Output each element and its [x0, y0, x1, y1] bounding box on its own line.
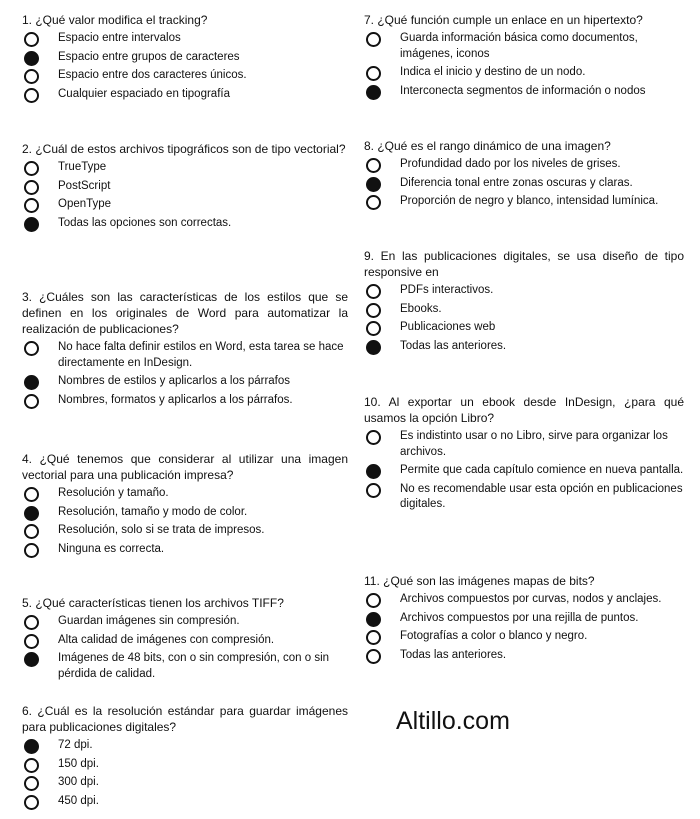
- answer-option[interactable]: [22, 542, 348, 558]
- answer-option[interactable]: [22, 340, 348, 371]
- radio-empty-icon[interactable]: [24, 524, 39, 539]
- radio-filled-icon[interactable]: [366, 612, 381, 627]
- question-text: 4. ¿Qué tenemos que considerar al utilizar una imagen vectorial para una publicación impresa?: [22, 452, 348, 482]
- option-label: Archivos compuestos por curvas, nodos y anclajes.: [400, 593, 662, 605]
- radio-empty-icon[interactable]: [366, 483, 381, 498]
- option-label: OpenType: [58, 198, 112, 210]
- question-text: 2. ¿Cuál de estos archivos tipográficos son de tipo vectorial?: [22, 142, 346, 156]
- radio-empty-icon[interactable]: [24, 180, 39, 195]
- watermark-text: Altillo.com: [396, 707, 510, 735]
- option-label: Espacio entre dos caracteres únicos.: [58, 69, 247, 81]
- question-1: [22, 12, 348, 105]
- question-7: [364, 12, 684, 102]
- radio-empty-icon[interactable]: [24, 341, 39, 356]
- question-text: 10. Al exportar un ebook desde InDesign, ¿para qué usamos la opción Libro?: [364, 395, 684, 425]
- radio-empty-icon[interactable]: [24, 394, 39, 409]
- option-label: Todas las anteriores.: [400, 339, 507, 352]
- radio-filled-icon[interactable]: [24, 652, 39, 667]
- radio-filled-icon[interactable]: [24, 506, 39, 521]
- answer-option[interactable]: [22, 393, 348, 409]
- answer-option[interactable]: [22, 87, 348, 103]
- radio-empty-icon[interactable]: [366, 430, 381, 445]
- answer-option[interactable]: [364, 482, 684, 513]
- answer-option[interactable]: [364, 157, 684, 173]
- option-label: Todas las opciones son correctas.: [58, 216, 232, 229]
- radio-empty-icon[interactable]: [366, 158, 381, 173]
- radio-empty-icon[interactable]: [366, 284, 381, 299]
- radio-filled-icon[interactable]: [24, 739, 39, 754]
- question-text: 3. ¿Cuáles son las características de los estilos que se definen en los originales de Word para automatizar la realización de publicaciones?: [22, 290, 348, 336]
- question-10: [364, 394, 684, 516]
- answer-option[interactable]: [22, 374, 348, 390]
- answer-option[interactable]: [22, 523, 348, 539]
- answer-option[interactable]: [22, 197, 348, 213]
- question-2: [22, 141, 348, 234]
- answer-option[interactable]: [22, 794, 348, 810]
- radio-empty-icon[interactable]: [24, 543, 39, 558]
- answer-option[interactable]: [364, 176, 684, 192]
- answer-option[interactable]: [22, 50, 348, 66]
- radio-empty-icon[interactable]: [366, 593, 381, 608]
- radio-filled-icon[interactable]: [366, 464, 381, 479]
- option-label: Fotografías a color o blanco y negro.: [400, 630, 588, 642]
- option-label: Es indistinto usar o no Libro, sirve para organizar los archivos.: [400, 430, 668, 458]
- answer-option[interactable]: [22, 31, 348, 47]
- answer-option[interactable]: [364, 611, 684, 627]
- radio-empty-icon[interactable]: [24, 69, 39, 84]
- option-label: Espacio entre intervalos: [58, 32, 181, 44]
- option-label: Guarda información básica como documentos, imágenes, iconos: [400, 32, 638, 60]
- answer-option[interactable]: [364, 320, 684, 336]
- answer-option[interactable]: [364, 31, 684, 62]
- radio-filled-icon[interactable]: [24, 51, 39, 66]
- radio-empty-icon[interactable]: [366, 195, 381, 210]
- radio-filled-icon[interactable]: [366, 340, 381, 355]
- option-label: Ebooks.: [400, 302, 442, 315]
- answer-option[interactable]: [22, 738, 348, 754]
- option-label: PDFs interactivos.: [400, 284, 494, 296]
- radio-empty-icon[interactable]: [366, 649, 381, 664]
- question-text: 11. ¿Qué son las imágenes mapas de bits?: [364, 574, 595, 588]
- answer-option[interactable]: [364, 65, 684, 81]
- option-label: 450 dpi.: [58, 794, 99, 807]
- option-label: Resolución, tamaño y modo de color.: [58, 505, 248, 518]
- answer-option[interactable]: [364, 194, 684, 210]
- radio-filled-icon[interactable]: [24, 217, 39, 232]
- question-text: 7. ¿Qué función cumple un enlace en un hipertexto?: [364, 13, 643, 27]
- option-label: 300 dpi.: [58, 776, 99, 788]
- question-text: 8. ¿Qué es el rango dinámico de una imagen?: [364, 139, 611, 153]
- radio-empty-icon[interactable]: [366, 66, 381, 81]
- option-label: No es recomendable usar esta opción en publicaciones digitales.: [400, 482, 683, 510]
- answer-option[interactable]: [22, 651, 348, 682]
- radio-empty-icon[interactable]: [24, 634, 39, 649]
- question-8: [364, 138, 684, 213]
- option-label: Profundidad dado por los niveles de grises.: [400, 158, 621, 170]
- answer-option[interactable]: [22, 633, 348, 649]
- answer-option[interactable]: [364, 648, 684, 664]
- option-label: Espacio entre grupos de caracteres: [58, 50, 240, 63]
- option-label: Proporción de negro y blanco, intensidad lumínica.: [400, 195, 659, 207]
- question-text: 1. ¿Qué valor modifica el tracking?: [22, 13, 208, 27]
- answer-option[interactable]: [364, 302, 684, 318]
- option-label: Interconecta segmentos de información o nodos: [400, 84, 646, 97]
- answer-option[interactable]: [22, 216, 348, 232]
- answer-option[interactable]: [22, 775, 348, 791]
- radio-empty-icon[interactable]: [24, 487, 39, 502]
- radio-empty-icon[interactable]: [24, 615, 39, 630]
- radio-empty-icon[interactable]: [366, 32, 381, 47]
- radio-filled-icon[interactable]: [24, 375, 39, 390]
- radio-empty-icon[interactable]: [24, 88, 39, 103]
- option-label: Imágenes de 48 bits, con o sin compresión, con o sin pérdida de calidad.: [58, 652, 330, 680]
- option-label: Ninguna es correcta.: [58, 542, 165, 555]
- answer-option[interactable]: [364, 463, 684, 479]
- option-label: No hace falta definir estilos en Word, esta tarea se hace directamente en InDesign.: [58, 341, 344, 369]
- radio-empty-icon[interactable]: [24, 32, 39, 47]
- radio-filled-icon[interactable]: [366, 85, 381, 100]
- option-label: Resolución, solo si se trata de impresos.: [58, 524, 265, 536]
- answer-option[interactable]: [364, 429, 684, 460]
- answer-option[interactable]: [22, 486, 348, 502]
- answer-option[interactable]: [364, 283, 684, 299]
- question-6: [22, 703, 348, 812]
- option-label: 150 dpi.: [58, 757, 99, 770]
- answer-option[interactable]: [22, 757, 348, 773]
- option-label: Archivos compuestos por una rejilla de puntos.: [400, 611, 639, 624]
- option-label: Todas las anteriores.: [400, 648, 507, 661]
- option-label: PostScript: [58, 179, 111, 192]
- answer-option[interactable]: [364, 592, 684, 608]
- option-label: 72 dpi.: [58, 739, 93, 751]
- answer-option[interactable]: [364, 84, 684, 100]
- answer-option[interactable]: [364, 339, 684, 355]
- option-label: Resolución y tamaño.: [58, 487, 169, 499]
- option-label: TrueType: [58, 161, 107, 173]
- answer-option[interactable]: [22, 160, 348, 176]
- answer-option[interactable]: [22, 505, 348, 521]
- answer-option[interactable]: [22, 179, 348, 195]
- question-11: [364, 573, 684, 666]
- answer-option[interactable]: [22, 68, 348, 84]
- question-text: 9. En las publicaciones digitales, se usa diseño de tipo responsive en: [364, 249, 684, 279]
- answer-option[interactable]: [364, 629, 684, 645]
- answer-option[interactable]: [22, 614, 348, 630]
- question-text: 6. ¿Cuál es la resolución estándar para guardar imágenes para publicaciones digitales?: [22, 704, 348, 734]
- option-label: Cualquier espaciado en tipografía: [58, 87, 230, 100]
- radio-empty-icon[interactable]: [24, 795, 39, 810]
- radio-empty-icon[interactable]: [366, 303, 381, 318]
- radio-empty-icon[interactable]: [24, 758, 39, 773]
- radio-empty-icon[interactable]: [366, 321, 381, 336]
- radio-empty-icon[interactable]: [24, 776, 39, 791]
- option-label: Nombres de estilos y aplicarlos a los párrafos: [58, 375, 291, 387]
- option-label: Indica el inicio y destino de un nodo.: [400, 66, 586, 78]
- option-label: Permite que cada capítulo comience en nueva pantalla.: [400, 464, 684, 476]
- question-5: [22, 595, 348, 685]
- radio-filled-icon[interactable]: [366, 177, 381, 192]
- option-label: Nombres, formatos y aplicarlos a los párrafos.: [58, 393, 293, 406]
- question-4: [22, 451, 348, 560]
- radio-empty-icon[interactable]: [24, 198, 39, 213]
- question-3: [22, 289, 348, 411]
- option-label: Diferencia tonal entre zonas oscuras y claras.: [400, 176, 633, 189]
- question-text: 5. ¿Qué características tienen los archivos TIFF?: [22, 596, 284, 610]
- option-label: Guardan imágenes sin compresión.: [58, 615, 240, 627]
- option-label: Alta calidad de imágenes con compresión.: [58, 633, 275, 646]
- option-label: Publicaciones web: [400, 321, 496, 333]
- radio-empty-icon[interactable]: [366, 630, 381, 645]
- question-9: [364, 248, 684, 357]
- radio-empty-icon[interactable]: [24, 161, 39, 176]
